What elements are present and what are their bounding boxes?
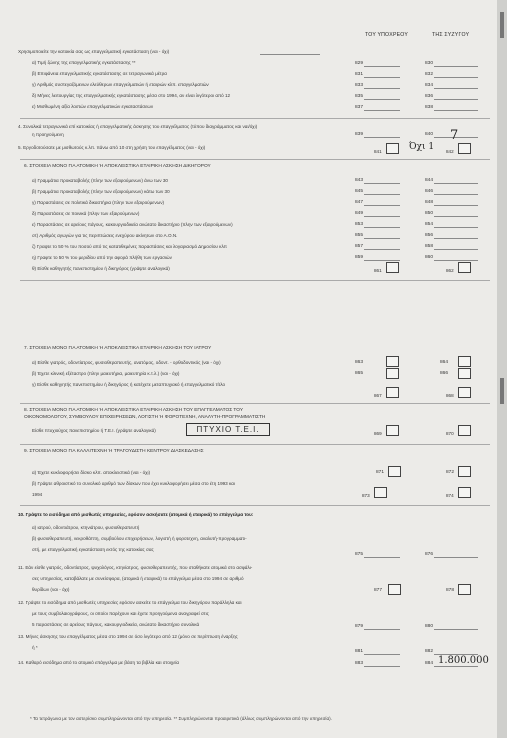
code-837: 837 [355,105,364,110]
code-856: 856 [425,233,434,238]
s6-title: 6. ΣΤΟΙΧΕΙΑ ΜΟΝΟ ΓΙΑ ΑΤΟΜΙΚΗ Ή ΑΠΟΚΛΕΙΣΤΙΚΑ ΕΤΑΙΡΙΚΗ ΑΣΚΗΣΗ ΔΙΚΗΓΟΡΟΥ [24,164,211,169]
code-836: 836 [425,94,434,99]
field-844[interactable] [434,183,478,184]
box-862[interactable] [458,262,471,273]
field-845[interactable] [364,194,400,195]
field-860[interactable] [434,260,478,261]
code-850: 850 [425,211,434,216]
code-849: 849 [355,211,364,216]
s6-row: ζ) Γραφτε το 50 % του ποσού από τις κατατιθεμένες παραστάσεις και λογαριασμό Δημοσίου κλπ [32,244,227,249]
s12-l3: 5 παραστάσεις σε αρείους πάγους, κακουργιοδικεία, ανώτατο δικαστήριο συνολικά [32,622,200,627]
code-882: 882 [425,649,434,654]
code-884: 884 [425,661,434,666]
field-831[interactable] [364,77,400,78]
s8-title2: ΟΙΚΟΝΟΜΟΛΟΓΟΥ, ΣΥΜΒΟΥΛΟΥ ΕΠΙΧΕΙΡΗΣΕΩΝ, ΛΟΓΙΣΤΗ Ή ΦΟΡΟΤΕΧΝΗ, ΑΝΑΛΥΤΗ-ΠΡΟΓΡΑΜΜΑΤΙΣΤΗ [24,415,266,420]
s6-row: γ) Παραστάσεις σε πολιτικά δικαστήρια (πλην των εξαιρούμενων) [32,200,165,205]
s3-a: α) Τιμή ζώνης της επαγγελματικής εγκατάστασης ** [32,60,136,65]
s7-title: 7. ΣΤΟΙΧΕΙΑ ΜΟΝΟ ΓΙΑ ΑΤΟΜΙΚΗ Ή ΑΠΟΚΛΕΙΣΤΙΚΑ ΕΤΑΙΡΙΚΗ ΑΣΚΗΣΗ ΤΟΥ ΙΑΤΡΟΥ [24,346,212,351]
code-868: 868 [446,393,454,398]
field-875[interactable] [364,557,400,558]
s9-a: α) Έχετε κυκλοφορήσει δίσκο κλπ. αποκλειστικά (ναι - όχι) [32,470,151,475]
code-865: 865 [355,371,364,376]
box-868[interactable] [458,387,471,398]
code-866: 866 [440,371,449,376]
code-870: 870 [446,431,454,436]
field-850[interactable] [434,216,478,217]
s3-c: γ) Αριθμός συστεγαζόμενων ελεύθερων επαγγελματιών ή εταιριών κλπ. επαγγελματιών [32,82,209,87]
s7-row: γ) Είσθε καθηγητής πανεπιστημίου ή δικηγόρος ή κατέχετε μεταπτυχιακό ή επαγγελματικό τίτλο [32,382,226,387]
box-867[interactable] [386,387,399,398]
field-835[interactable] [364,99,400,100]
box-874[interactable] [458,487,471,498]
field-839[interactable] [364,137,400,138]
s11-l1: 11. Εάν είσθε γιατρός, οδοντίατρος, ψυχολόγος, κτηνίατρος, φυσιοθεραπευτής, που σταθήκατε ατομικά στο ασφάλι- [18,565,253,570]
s6-row: θ) Είσθε καθηγητής πανεπιστημίου ή δικηγόρος (γράψτε αναλογικά) [32,266,170,271]
box-866[interactable] [458,368,471,379]
code-876: 876 [425,552,434,557]
field-837[interactable] [364,110,400,111]
s12-l2: με τους συμβολαιογράφους, οι οποίοι παρέχουν και έχετε προηγούμενα αναγραφεί στις [32,611,209,616]
code-878: 878 [446,588,455,593]
s11-l2: σες υπηρεσίας, καταβάλατε με συνείσφορα, (ατομικά ή εταιρικά) το επάγγελμα μέσα στο 1994 σε αριθμό [32,576,244,581]
field-830[interactable] [434,66,478,67]
field-883[interactable] [364,666,400,667]
code-855: 855 [355,233,364,238]
field-859[interactable] [364,260,400,261]
s3-d: δ) Μήνες λειτουργίας της επαγγελματικής εγκατάστασης μέσα στο 1994, αν είναι λιγότεροι από 12 [32,93,231,98]
ptychio-stamp: ΠΤΥΧΙΟ Τ.Ε.Ι. [186,423,270,436]
s6-row: α) Γραμμάτια προκαταβολής (πλην των εξαιρούμενων) άνω των 30 [32,178,168,183]
s10-a: α) ιατρού, οδοντιάτρου, κτηνιάτρου, φυσιοθεραπευτή [32,525,140,530]
code-867: 867 [374,393,382,398]
box-863[interactable] [386,356,399,367]
handwritten-oxi: Όχι 1 [409,142,435,152]
code-875: 875 [355,552,364,557]
field-884[interactable] [434,666,478,667]
s11-l3: θυρίδων (ναι - όχι) [32,587,70,592]
code-853: 853 [355,222,364,227]
s10-b2: στή, με επαγγελματική εγκατάσταση εκτός της κατοικίας σας [32,547,154,552]
box-871[interactable] [388,466,401,477]
s8-title1: 8. ΣΤΟΙΧΕΙΑ ΜΟΝΟ ΓΙΑ ΑΤΟΜΙΚΗ Ή ΑΠΟΚΛΕΙΣΤΙΚΑ ΕΤΑΙΡΙΚΗ ΑΣΚΗΣΗ ΤΟΥ ΕΠΑΓΓΕΛΜΑΤΟΣ ΤΟΥ [24,408,244,413]
code-838: 838 [425,105,434,110]
code-839: 839 [355,132,364,137]
field-880[interactable] [434,629,478,630]
field-848[interactable] [434,205,478,206]
handwritten-amount: 1.800.000 [438,655,489,666]
s9-b: β) Γράψτε αθροιστικό το συνολικό αριθμό των δίσκων που έχει κυκλοφορήσει μέσα στο έτη 1993 και [32,481,235,486]
box-861[interactable] [386,262,399,273]
field-849[interactable] [364,216,400,217]
code-835: 835 [355,94,364,99]
box-873[interactable] [374,487,387,498]
code-847: 847 [355,200,364,205]
field-832[interactable] [434,77,478,78]
code-833: 833 [355,83,364,88]
code-854: 854 [425,222,434,227]
scan-edge [497,0,507,738]
field-847[interactable] [364,205,400,206]
footnote: * Τα τετράγωνα με τον αστερίσκο συμπληρώνονται από την υπηρεσία. ** Συμπληρώνονται προαιρετικά (άλλως συμπληρώνονται από την υπηρεσία). [30,716,332,721]
code-881: 881 [355,649,364,654]
s10-b: β) φυσιοθεραπευτή, νεκροθάπτη, συμβούλου επιχειρήσεων, λογιστή ή φοροτεχνη, αναλυτή-προγραμματι- [32,536,247,541]
code-840: 840 [425,132,434,137]
handwritten-840: 7 [450,128,459,143]
code-869: 869 [374,431,382,436]
code-844: 844 [425,178,434,183]
code-871: 871 [376,470,385,475]
code-863: 863 [355,360,364,365]
s13-l1: 13. Μήνες άσκησης του επαγγέλματος μέσα στο 1994 σε όσο λιγότερο από 12 (μόνο σε περίπτωση έναρξης [18,634,238,639]
s7-row: α) Είσθε γιατρός, οδοντίατρος, φυσιοθεραπευτής, ανατόμος, οδοντ. - ορθοδοντικός (ναι - όχι) [32,360,221,365]
s13-l2: ή * [32,645,38,650]
s4-line2: η προηγούμενη [32,132,64,137]
s3-e: ε) Μισθωμένη αξία λοιπών επαγγελματικών εγκαταστάσεων [32,104,154,109]
field-834[interactable] [434,88,478,89]
s6-row: β) Γραμμάτια προκαταβολής (πλην των εξαιρούμενων) κάτω των 30 [32,189,170,194]
code-860: 860 [425,255,434,260]
box-864[interactable] [458,356,471,367]
field-843[interactable] [364,183,400,184]
header-spouse: ΤΗΣ ΣΥΖΥΓΟΥ [432,32,470,38]
code-880: 880 [425,624,434,629]
code-873: 873 [362,493,370,498]
s4-line1: 4. Συνολικά τετραγωνικά επί κατοικίας ή επαγγελματικής άσκησης του επαγγέλματος (τύπου διαγράμματος και ναι/όχι) [18,124,258,129]
code-874: 874 [446,493,454,498]
code-859: 859 [355,255,364,260]
s3-b: β) Επιφάνεια επαγγελματικής εγκατάστασης σε τετραγωνικά μέτρα [32,71,167,76]
box-841[interactable] [386,143,399,154]
s3-intro: Χρησιμοποιείτε την κατοικία σας ως επαγγελματική εγκατάσταση (ναι - όχι) [18,49,170,54]
field-855[interactable] [364,238,400,239]
field-876[interactable] [434,557,478,558]
field-838[interactable] [434,110,478,111]
code-846: 846 [425,189,434,194]
code-830: 830 [425,61,434,66]
code-879: 879 [355,624,364,629]
code-872: 872 [446,470,455,475]
code-843: 843 [355,178,364,183]
code-857: 857 [355,244,364,249]
box-869[interactable] [386,425,399,436]
s8-label: Είσθε πτυχιούχος πανεπιστημίου ή Τ.Ε.Ι. (γράψτε αναλογικά) [32,428,156,433]
s9-b2: 1994 [32,492,43,497]
field-881[interactable] [364,654,400,655]
header-taxpayer: ΤΟΥ ΥΠΟΧΡΕΟΥ [365,32,409,38]
code-832: 832 [425,72,434,77]
s14-text: 14. Καθαρό εισόδημα από το ατομικό επάγγελμα με βάση τα βιβλία και στοιχεία [18,660,180,665]
box-878[interactable] [458,584,471,595]
field-846[interactable] [434,194,478,195]
code-841: 841 [374,149,382,154]
s5-text: 5. Εργοδοτούσατε με μισθωτούς κ.λπ. πάνω από 10 στη χρήση του επαγγέλματος (ναι - όχι) [18,145,206,150]
field-833[interactable] [364,88,400,89]
code-842: 842 [446,149,454,154]
box-865[interactable] [386,368,399,379]
s10-title: 10. Γράψτε το εισόδημα από μισθωτές υπηρεσίες, εφόσον ασκήσατε (ατομικά ή εταιρικά) το επάγγελμα του: [18,512,254,517]
box-877[interactable] [388,584,401,595]
field-879[interactable] [364,629,400,630]
code-861: 861 [374,268,382,273]
field-836[interactable] [434,99,478,100]
code-858: 858 [425,244,434,249]
s9-title: 9. ΣΤΟΙΧΕΙΑ ΜΟΝΟ ΓΙΑ ΚΑΛΛΙΤΕΧΝΗ Ή ΤΡΑΓΟΥΔΙΣΤΗ ΚΕΝΤΡΟΥ ΔΙΑΣΚΕΔΑΣΗΣ [24,449,204,454]
field-853[interactable] [364,227,400,228]
s6-row: ε) Παραστάσεις σε αρείους πάγους, κακουργιοδικεία ανώτατο δικαστήριο (πλην των εξαιρούμενων) [32,222,233,227]
code-877: 877 [374,588,383,593]
field-856[interactable] [434,238,478,239]
code-862: 862 [446,268,454,273]
code-864: 864 [440,360,449,365]
s6-row: δ) Παραστάσεις σε ποινικά (πλην των εξαιρούμενων) [32,211,140,216]
code-848: 848 [425,200,434,205]
code-845: 845 [355,189,364,194]
field-858[interactable] [434,249,478,250]
s12-l1: 12. Γράψτε το εισόδημα από μισθωτές υπηρεσίες εφόσον ασκείτε το επάγγελμα του δικηγόρου παράλληλα και [18,600,242,605]
box-870[interactable] [458,425,471,436]
s7-row: β) Έχετε κλινική εξέταστρο (πλην μαιευτήρια, μαιευτηρία κ.τ.λ.) (ναι - όχι) [32,371,180,376]
code-829: 829 [355,61,364,66]
s6-row: στ) Αριθμός αγωγών για τις περιπτώσεις ενεχύρου ακίνητων στο Α.Ο.Ν. [32,233,178,238]
field-854[interactable] [434,227,478,228]
code-834: 834 [425,83,434,88]
code-831: 831 [355,72,364,77]
field-829[interactable] [364,66,400,67]
box-842[interactable] [458,143,471,154]
box-872[interactable] [458,466,471,477]
code-883: 883 [355,661,364,666]
s6-row: η) Γραφτε το 50 % του μεριδίου από την αφορά πλήθη των εργασιών [32,255,172,260]
field-857[interactable] [364,249,400,250]
